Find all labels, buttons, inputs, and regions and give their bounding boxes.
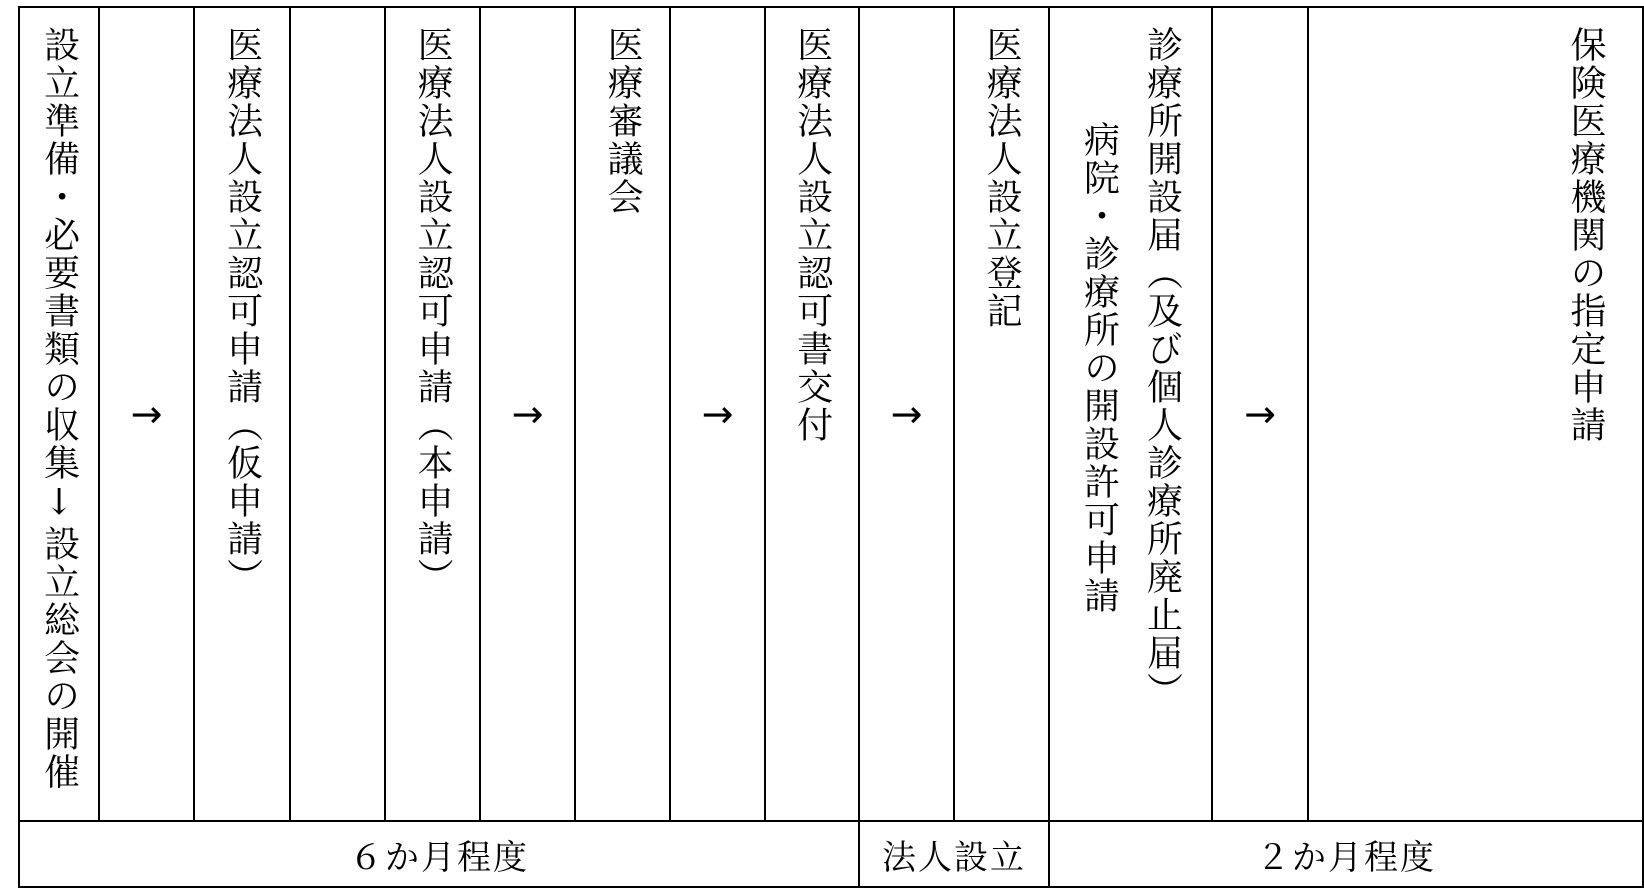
step-1-text: [28, 8, 89, 791]
periods-row: [19, 821, 1643, 887]
right-arrow-icon: →: [130, 392, 163, 436]
arrow-cell-5: [1212, 7, 1308, 821]
step-7-line-1: 診療所開設届（及び個人診療所廃止届）: [1141, 26, 1183, 710]
period-first: ６か月程度: [19, 821, 859, 887]
step-4-cell: [575, 7, 670, 821]
right-arrow-icon: →: [1244, 392, 1276, 436]
arrow-cell-2: [480, 7, 575, 821]
right-arrow-icon: →: [701, 392, 734, 436]
arrow-cell-1: [99, 7, 194, 821]
step-7-line-2: 病院・診療所の開設許可申請: [1078, 121, 1120, 615]
step-4-line-1: 医療審議会: [602, 26, 644, 216]
step-6-cell: [954, 7, 1049, 821]
step-2-spacer: [290, 7, 385, 821]
step-8-cell: [1308, 7, 1643, 821]
right-arrow-icon: →: [511, 392, 544, 436]
step-3-cell: [385, 7, 480, 821]
step-4-text: [592, 8, 653, 216]
steps-row: [19, 7, 1643, 821]
step-6-text: [971, 8, 1032, 330]
step-7-cell: [1049, 7, 1212, 821]
step-2-line-1: 医療法人設立認可申請（仮申請）: [221, 26, 263, 596]
step-5-cell: [765, 7, 859, 821]
period-third: ２か月程度: [1049, 821, 1643, 887]
step-7-text: [1068, 8, 1194, 710]
step-5-text: [781, 8, 842, 444]
right-arrow-icon: →: [890, 392, 923, 436]
step-1-line-1: 設立準備・必要書類の収集↓設立総会の開催: [38, 26, 80, 791]
flow-diagram: [18, 6, 1642, 886]
step-3-line-1: 医療法人設立認可申請（本申請）: [412, 26, 454, 596]
step-6-line-1: 医療法人設立登記: [981, 26, 1023, 330]
arrow-cell-3: [670, 7, 765, 821]
period-second: 法人設立: [859, 821, 1049, 887]
step-8-text: [1555, 8, 1616, 444]
step-1-cell: [19, 7, 99, 821]
step-3-text: [402, 8, 463, 596]
step-5-line-1: 医療法人設立認可書交付: [791, 26, 833, 444]
arrow-cell-4: [859, 7, 954, 821]
step-2-text: [211, 8, 272, 596]
flow-table: [18, 6, 1644, 888]
step-2-cell: [194, 7, 290, 821]
step-8-line-1: 保険医療機関の指定申請: [1565, 26, 1606, 444]
